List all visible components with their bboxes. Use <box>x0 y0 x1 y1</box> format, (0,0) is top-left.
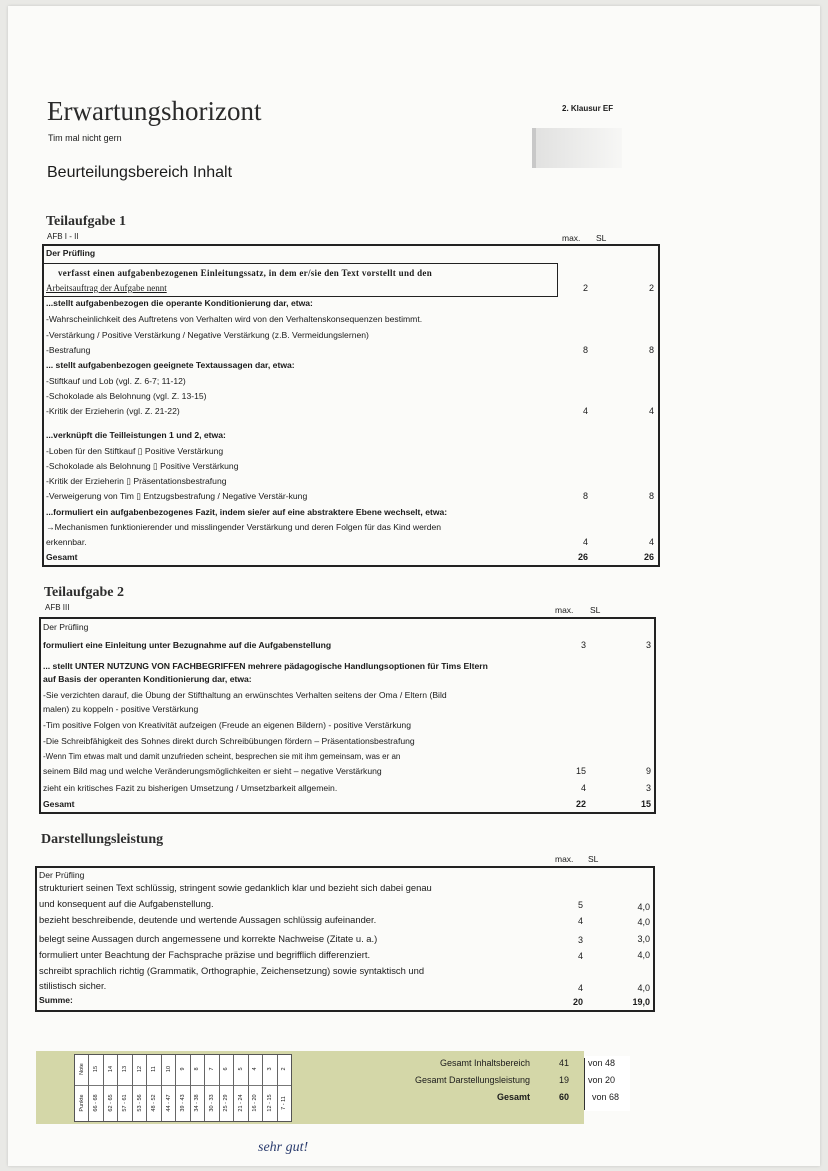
grade-points: 30 - 33 <box>208 1094 215 1112</box>
darstellung-line: schreibt sprachlich richtig (Grammatik, Orthographie, Zeichensetzung) sowie syntaktisch und <box>39 965 425 976</box>
grade-col <box>263 1055 277 1121</box>
task1-max: 2 <box>582 283 588 293</box>
task1-line: -Kritik der Erzieherin (vgl. Z. 21-22) <box>46 406 180 416</box>
grade-points: 21 - 24 <box>237 1094 244 1112</box>
task2-line: formuliert eine Einleitung unter Bezugnahme auf die Aufgabenstellung <box>43 640 332 650</box>
darstellung-max: 4 <box>577 916 583 926</box>
darstellung-line: strukturiert seinen Text schlüssig, stringent sowie gedanklich klar und bezieht sich dabei genau <box>39 882 432 893</box>
task2-max-header: max. <box>555 605 574 615</box>
task2-sl: 3 <box>645 783 651 793</box>
grade-note: 14 <box>107 1065 114 1073</box>
total-label: Gesamt <box>496 1092 530 1102</box>
task1-line: ...formuliert ein aufgabenbezogenes Fazit, indem sie/er auf eine abstraktere Ebene wechselt, etwa: <box>46 507 448 517</box>
darstellung-title: Darstellungsleistung <box>41 832 164 847</box>
total-row <box>300 1090 585 1107</box>
grade-col <box>133 1055 147 1121</box>
task1-max: 4 <box>582 406 588 416</box>
task1-line: -Wahrscheinlichkeit des Auftretens von Verhalten wird von den Verhaltenskonsequenzen bestimmt. <box>46 314 423 324</box>
darstellung-sl: 3,0 <box>637 934 650 944</box>
task1-line: ... stellt aufgabenbezogen geeignete Textaussagen dar, etwa: <box>46 360 295 370</box>
grade-points: 39 - 43 <box>180 1094 187 1112</box>
teacher-comment: sehr gut! <box>258 1140 309 1155</box>
task2-sl-total: 15 <box>640 799 651 809</box>
grade-note: 2 <box>281 1067 288 1071</box>
grade-points: 66 - 68 <box>93 1094 100 1112</box>
grade-header-points: Punkte <box>78 1094 85 1112</box>
task1-sl: 4 <box>648 406 654 416</box>
task2-sl: 3 <box>645 640 651 650</box>
darstellung-sl: 4,0 <box>637 950 650 960</box>
grade-points: 25 - 29 <box>223 1094 230 1112</box>
task2-line: -Die Schreibfähigkeit des Sohnes direkt durch Schreibübungen fördern – Präsentationsbestrafung <box>43 736 415 746</box>
section-title: Beurteilungsbereich Inhalt <box>47 164 233 181</box>
task1-line: -Kritik der Erzieherin ▯ Präsentationsbestrafung <box>46 476 227 486</box>
total-value: 19 <box>558 1075 569 1085</box>
grade-col <box>89 1055 103 1121</box>
task1-afb: AFB I - II <box>47 232 79 241</box>
darstellung-max-header: max. <box>555 854 574 864</box>
task1-line: Arbeitsauftrag der Aufgabe nennt <box>46 283 167 293</box>
grade-col <box>249 1055 263 1121</box>
total-value: 60 <box>558 1092 569 1102</box>
task1-max: 8 <box>582 491 588 501</box>
grade-note: 11 <box>151 1066 158 1072</box>
darstellung-line: und konsequent auf die Aufgabenstellung. <box>39 898 214 909</box>
task2-line: Der Prüfling <box>43 622 89 632</box>
task1-total-label: Gesamt <box>46 552 78 562</box>
darstellung-sl: 4,0 <box>637 983 650 993</box>
task2-max: 15 <box>575 766 586 776</box>
task1-max: 4 <box>582 537 588 547</box>
grade-points: 53 - 56 <box>136 1094 143 1112</box>
task1-sl-total: 26 <box>643 552 654 562</box>
grade-note: 4 <box>252 1067 259 1071</box>
grade-points: 16 - 20 <box>252 1094 259 1112</box>
darstellung-line: belegt seine Aussagen durch angemessene und korrekte Nachweise (Zitate u. a.) <box>39 933 378 944</box>
total-label: Gesamt Inhaltsbereich <box>439 1058 530 1068</box>
darstellung-max: 5 <box>577 900 583 910</box>
grade-note: 3 <box>266 1067 273 1071</box>
darstellung-sl-header: SL <box>588 854 599 864</box>
task2-line: malen) zu koppeln - positive Verstärkung <box>43 704 199 714</box>
task1-line: ...verknüpft die Teilleistungen 1 und 2, etwa: <box>46 430 226 440</box>
task2-max: 4 <box>580 783 586 793</box>
darstellung-max: 4 <box>577 983 583 993</box>
task1-line: Der Prüfling <box>46 248 96 258</box>
task2-afb: AFB III <box>45 603 70 612</box>
exam-label: 2. Klausur EF <box>562 104 614 113</box>
grade-note: 9 <box>180 1067 187 1071</box>
totals-list <box>300 1056 585 1107</box>
grade-note: 5 <box>237 1067 244 1071</box>
task2-total-label: Gesamt <box>43 799 75 809</box>
darstellung-total-label: Summe: <box>39 995 73 1005</box>
darstellung-sl: 4,0 <box>637 917 650 927</box>
total-of: von 20 <box>588 1075 616 1085</box>
page-subtitle: Tim mal nicht gern <box>48 133 122 143</box>
grade-note: 12 <box>136 1065 143 1073</box>
grade-note: 7 <box>208 1067 215 1071</box>
darstellung-line: bezieht beschreibende, deutende und wertende Aussagen schlüssig aufeinander. <box>39 914 377 925</box>
grade-header-note: Note <box>78 1063 85 1075</box>
paper-smudge <box>532 128 622 168</box>
grade-note: 6 <box>223 1067 230 1071</box>
task2-line: ... stellt UNTER NUTZUNG VON FACHBEGRIFFEN mehrere pädagogische Handlungsoptionen für Tims Eltern <box>43 661 488 671</box>
grade-points: 7 - 11 <box>281 1096 288 1110</box>
grade-points: 62 - 65 <box>107 1094 114 1112</box>
task1-max-total: 26 <box>577 552 588 562</box>
task1-sl: 8 <box>648 345 654 355</box>
task1-line: ...stellt aufgabenbezogen die operante Konditionierung dar, etwa: <box>46 298 313 308</box>
grade-points: 12 - 15 <box>266 1094 273 1112</box>
total-row <box>300 1073 585 1090</box>
grade-col <box>191 1055 205 1121</box>
darstellung-max: 3 <box>577 935 583 945</box>
grade-points: 44 - 47 <box>165 1094 172 1112</box>
task1-max: 8 <box>582 345 588 355</box>
grade-points: 48 - 52 <box>151 1094 158 1112</box>
grade-points: 34 - 38 <box>194 1094 201 1112</box>
total-of: von 68 <box>592 1092 620 1102</box>
task1-line: -Verweigerung von Tim ▯ Entzugsbestrafung / Negative Verstär-kung <box>46 491 308 501</box>
grade-col <box>205 1055 219 1121</box>
task1-line: erkennbar. <box>46 537 87 547</box>
task2-line: seinem Bild mag und welche Veränderungsmöglichkeiten er sieht – negative Verstärkung <box>43 766 382 776</box>
grade-col <box>220 1055 234 1121</box>
darstellung-sl: 4,0 <box>637 902 650 912</box>
grade-table <box>74 1054 292 1122</box>
task2-line: -Sie verzichten darauf, die Übung der Stifthaltung an erwünschtes Verhalten seitens der Oma / Eltern (Bild <box>43 690 447 700</box>
task1-sl: 2 <box>648 283 654 293</box>
task1-line: →Mechanismen funktionierender und misslingender Verstärkung und deren Folgen für das Kind werden <box>46 522 442 532</box>
grade-note: 13 <box>122 1065 129 1073</box>
task1-line: -Schokolade als Belohnung (vgl. Z. 13-15) <box>46 391 207 401</box>
darstellung-line: formuliert unter Beachtung der Fachsprache präzise und begrifflich differenziert. <box>39 949 371 960</box>
total-row <box>300 1056 585 1073</box>
darstellung-sl-total: 19,0 <box>632 997 650 1007</box>
total-of: von 48 <box>588 1058 616 1068</box>
task1-line: -Stiftkauf und Lob (vgl. Z. 6-7; 11-12) <box>46 376 186 386</box>
task2-sl-header: SL <box>590 605 601 615</box>
task2-max: 3 <box>580 640 586 650</box>
darstellung-max-total: 20 <box>572 997 583 1007</box>
grade-col <box>162 1055 176 1121</box>
task1-line: -Bestrafung <box>46 345 91 355</box>
task1-line: -Verstärkung / Positive Verstärkung / Negative Verstärkung (z.B. Vermeidungslernen) <box>46 330 369 340</box>
task2-line: zieht ein kritisches Fazit zu bisherigen Umsetzung / Umsetzbarkeit allgemein. <box>43 783 338 793</box>
task2-max-total: 22 <box>575 799 586 809</box>
page-title: Erwartungshorizont <box>47 96 262 126</box>
task2-line: auf Basis der operanten Konditionierung dar, etwa: <box>43 674 252 684</box>
task1-line: -Loben für den Stiftkauf ▯ Positive Verstärkung <box>46 446 224 456</box>
task2-sl: 9 <box>645 766 651 776</box>
grade-col <box>278 1055 291 1121</box>
task2-line: -Tim positive Folgen von Kreativität aufzeigen (Freude an eigenen Bildern) - positive Verstärkung <box>43 720 411 730</box>
task1-sl: 4 <box>648 537 654 547</box>
task1-max-header: max. <box>562 233 581 243</box>
grade-note: 8 <box>194 1067 201 1071</box>
grade-points: 57 - 61 <box>122 1094 129 1112</box>
task1-line: verfasst einen aufgabenbezogenen Einleitungssatz, in dem er/sie den Text vorstellt und den <box>58 268 433 278</box>
task2-title: Teilaufgabe 2 <box>44 585 124 600</box>
task2-line: -Wenn Tim etwas malt und damit unzufrieden scheint, besprechen sie mit ihm gemeinsam, was er an <box>43 752 401 761</box>
total-value: 41 <box>558 1058 569 1068</box>
grade-col <box>176 1055 190 1121</box>
grade-note: 15 <box>93 1065 100 1073</box>
total-label: Gesamt Darstellungsleistung <box>414 1075 530 1085</box>
grade-col <box>118 1055 132 1121</box>
task1-sl-header: SL <box>596 233 607 243</box>
darstellung-line: Der Prüfling <box>39 870 85 880</box>
grade-col <box>104 1055 118 1121</box>
darstellung-max: 4 <box>577 951 583 961</box>
totals-divider <box>584 1058 585 1110</box>
grade-note: 10 <box>165 1065 172 1073</box>
task1-line: -Schokolade als Belohnung ▯ Positive Verstärkung <box>46 461 239 471</box>
darstellung-line: stilistisch sicher. <box>39 980 107 991</box>
grade-col <box>147 1055 161 1121</box>
task1-sl: 8 <box>648 491 654 501</box>
task1-title: Teilaufgabe 1 <box>46 214 126 229</box>
grade-col <box>234 1055 248 1121</box>
grade-header-col <box>75 1055 89 1121</box>
